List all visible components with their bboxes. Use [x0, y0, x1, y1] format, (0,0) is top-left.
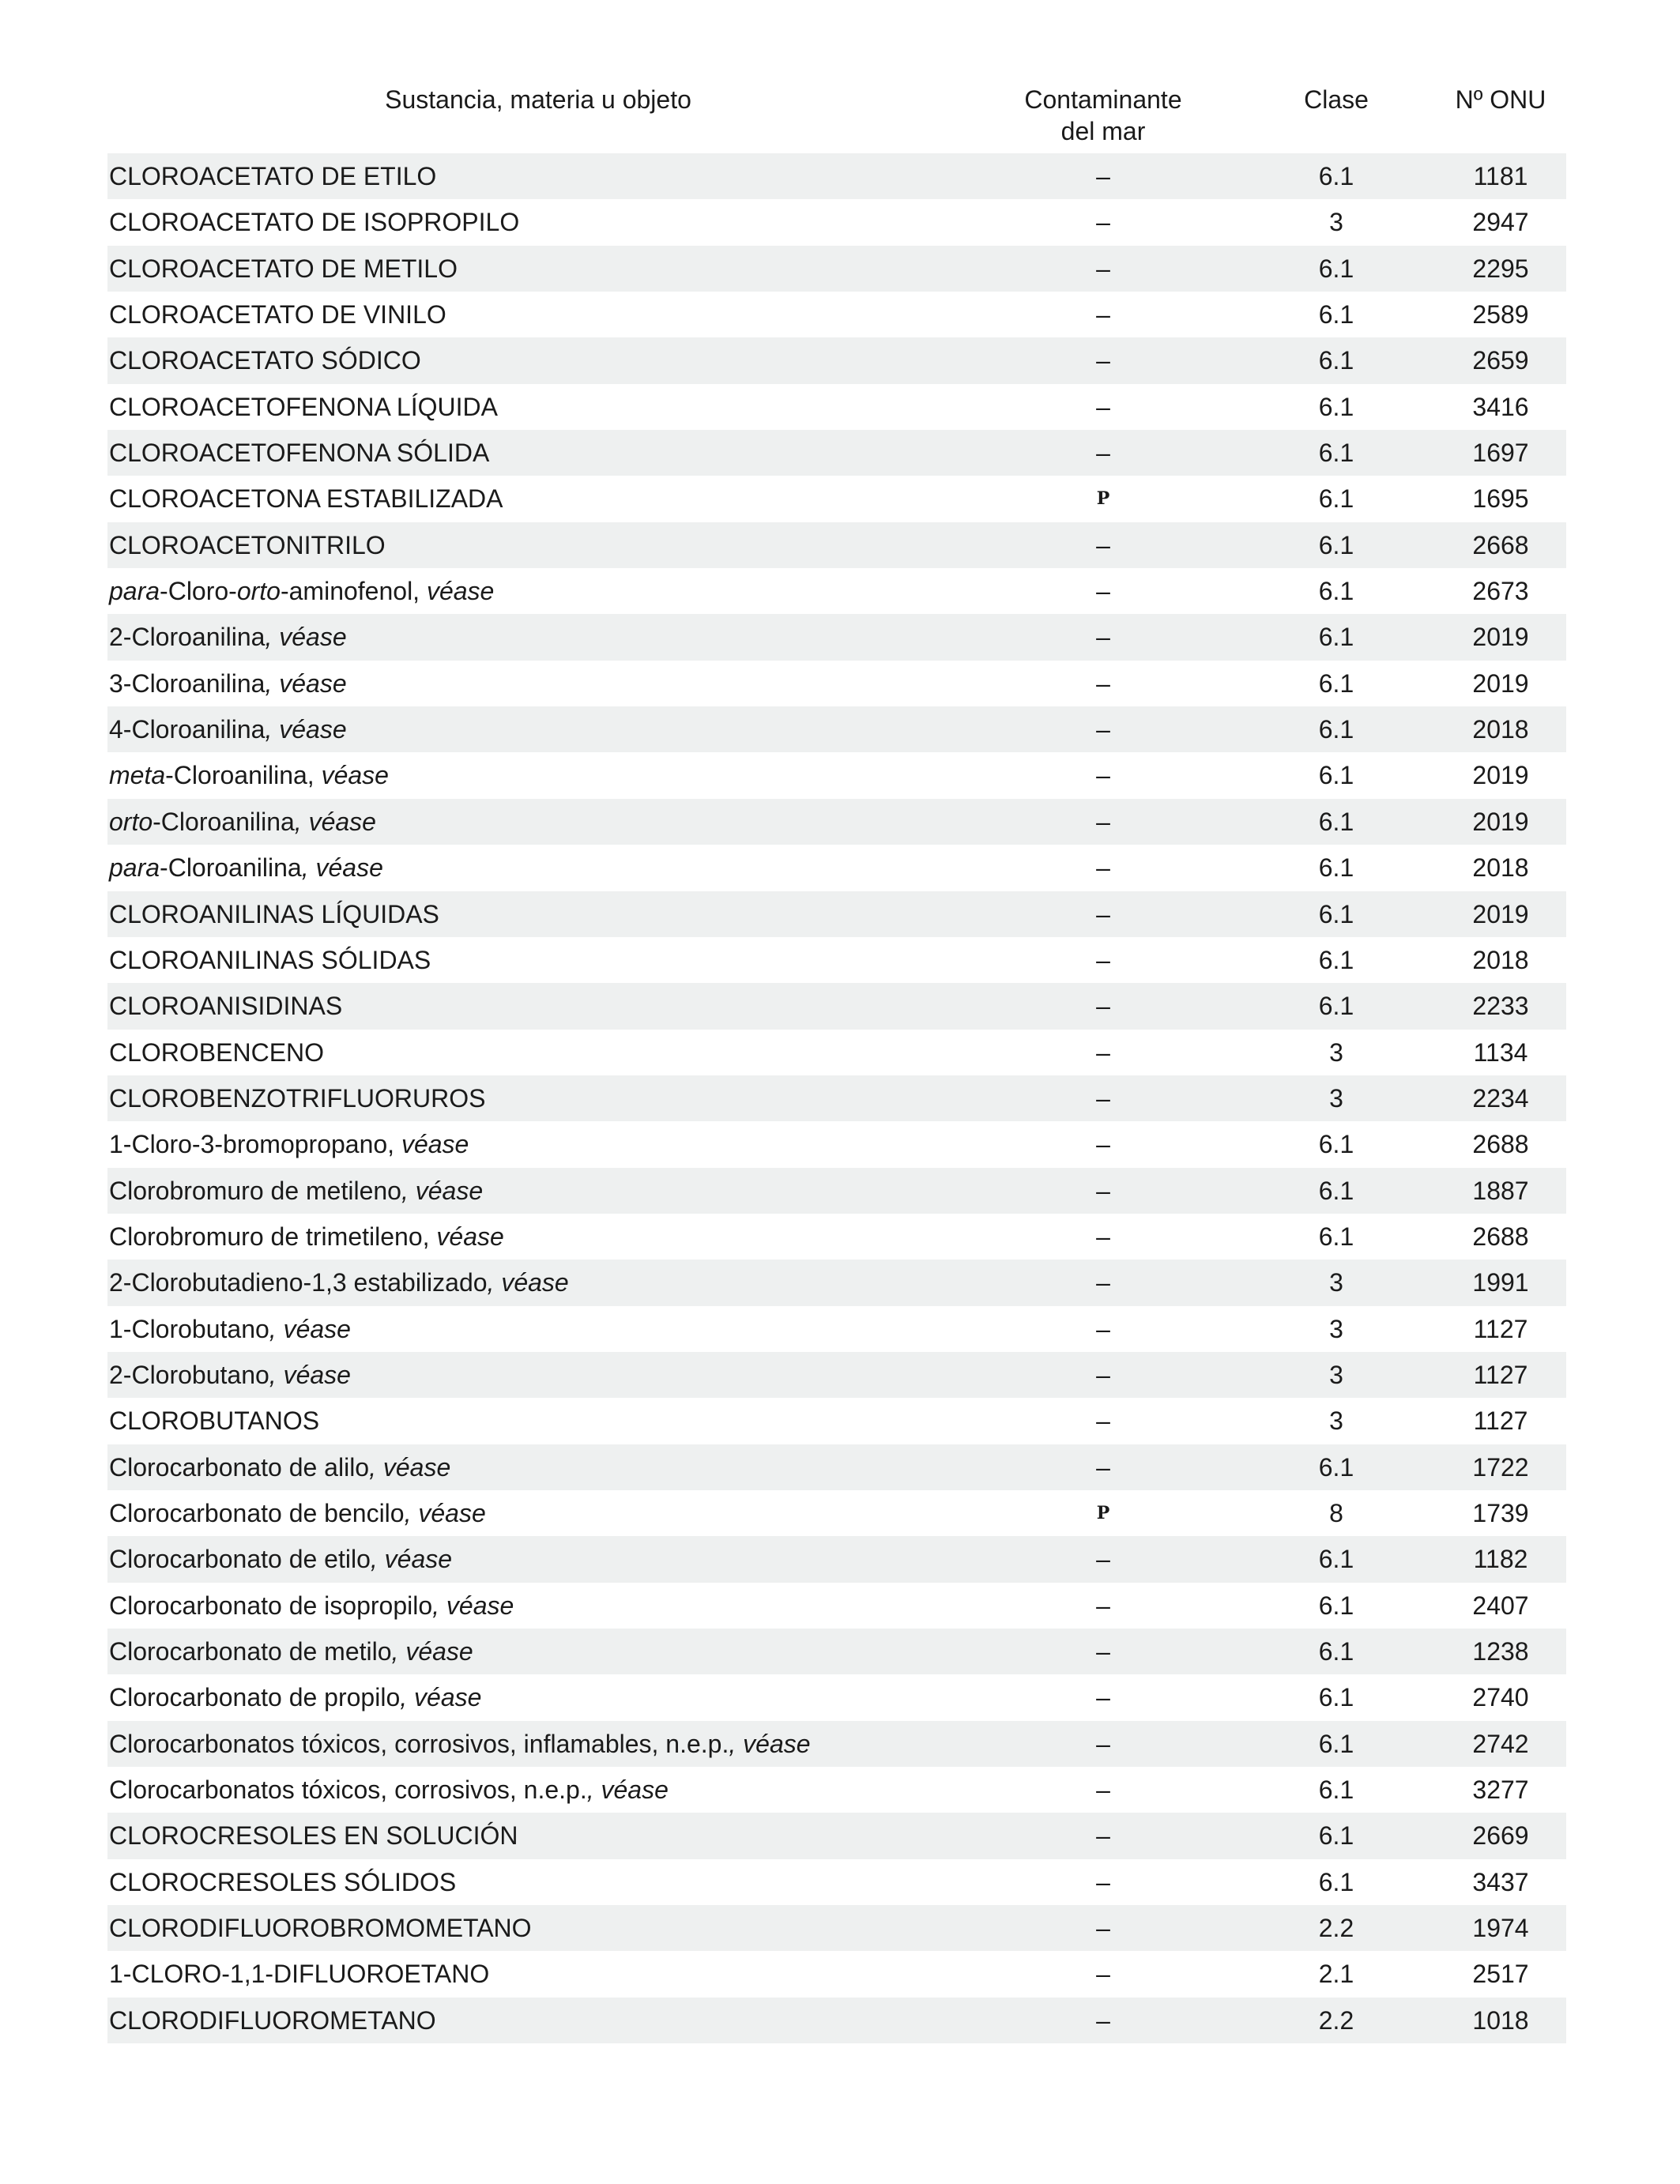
table-row — [107, 1674, 1566, 1720]
substance-text-part: -Cloroanilina — [160, 853, 302, 883]
cell-un-number: 2019 — [1472, 668, 1529, 698]
table-row — [107, 1398, 1566, 1444]
cell-substance — [109, 1490, 962, 1536]
substance-text-part: , véase — [269, 1314, 351, 1343]
substance-text-part: 2-Cloroanilina — [109, 623, 266, 652]
substance-text-part: CLORODIFLUOROMETANO — [109, 2005, 436, 2035]
cell-marine-pollutant: – — [1096, 853, 1110, 883]
table-row — [107, 337, 1566, 383]
substance-text-part: , véase — [269, 1360, 351, 1389]
cell-substance — [109, 983, 962, 1029]
substance-text-part: , véase — [400, 1683, 482, 1712]
substance-text-part: CLOROACETATO DE VINILO — [109, 300, 446, 329]
cell-class: 6.1 — [1318, 1637, 1354, 1666]
cell-substance — [109, 1951, 962, 1997]
cell-un-number: 1127 — [1473, 1314, 1528, 1343]
table-row — [107, 614, 1566, 660]
cell-substance — [109, 1121, 962, 1167]
cell-substance — [109, 1905, 962, 1951]
substance-text-part: CLOROACETOFENONA LÍQUIDA — [109, 392, 498, 421]
dangerous-goods-table — [107, 77, 1566, 2043]
substance-text-part: CLOROCRESOLES SÓLIDOS — [109, 1867, 457, 1896]
cell-un-number: 1887 — [1472, 1176, 1529, 1205]
cell-substance — [109, 1398, 962, 1444]
substance-text-part: , véase — [586, 1775, 669, 1805]
cell-marine-pollutant: – — [1096, 577, 1110, 606]
cell-substance — [109, 384, 962, 430]
table-row — [107, 845, 1566, 891]
cell-marine-pollutant: – — [1096, 346, 1110, 375]
cell-marine-pollutant: – — [1096, 1683, 1110, 1712]
cell-marine-pollutant: – — [1096, 1729, 1110, 1758]
cell-marine-pollutant: – — [1096, 715, 1110, 744]
cell-un-number: 2947 — [1472, 208, 1529, 237]
cell-class: 6.1 — [1318, 162, 1354, 190]
substance-text-part: , véase — [301, 853, 383, 883]
table-row — [107, 522, 1566, 568]
table-row — [107, 1583, 1566, 1629]
cell-substance — [109, 1168, 962, 1214]
table-row — [107, 1168, 1566, 1214]
cell-un-number: 2019 — [1472, 623, 1529, 652]
cell-un-number: 2688 — [1472, 1222, 1529, 1251]
header-substance: Sustancia, materia u objeto — [385, 85, 691, 114]
cell-un-number: 1134 — [1473, 1037, 1528, 1067]
table-row — [107, 1490, 1566, 1536]
cell-substance — [109, 891, 962, 937]
substance-text-part: CLOROACETONITRILO — [109, 530, 386, 559]
cell-class: 6.1 — [1318, 1867, 1354, 1896]
substance-text-part: CLOROACETATO DE METILO — [109, 254, 458, 283]
cell-substance — [109, 1767, 962, 1813]
cell-un-number: 2018 — [1472, 853, 1529, 883]
cell-substance — [109, 937, 962, 983]
table-row — [107, 153, 1566, 199]
cell-un-number: 2295 — [1472, 254, 1529, 283]
cell-marine-pollutant: – — [1096, 392, 1110, 421]
cell-class: 6.1 — [1318, 715, 1354, 744]
table-row — [107, 430, 1566, 476]
cell-un-number: 1697 — [1472, 439, 1529, 468]
cell-class: 3 — [1329, 1083, 1343, 1113]
cell-un-number: 1181 — [1473, 162, 1528, 190]
table-row — [107, 799, 1566, 845]
cell-class: 6.1 — [1318, 300, 1354, 329]
header-un-number: Nº ONU — [1455, 85, 1546, 114]
table-row — [107, 476, 1566, 522]
cell-un-number: 2517 — [1472, 1960, 1529, 1989]
substance-text-part: 1-CLORO-1,1-DIFLUOROETANO — [109, 1960, 490, 1989]
cell-marine-pollutant: – — [1096, 162, 1110, 190]
cell-substance — [109, 199, 962, 245]
substance-text-part: CLOROBUTANOS — [109, 1406, 320, 1436]
substance-text-part: Clorocarbonato de bencilo — [109, 1498, 405, 1527]
cell-class: 6.1 — [1318, 484, 1354, 514]
cell-substance — [109, 661, 962, 706]
cell-class: 6.1 — [1318, 1545, 1354, 1574]
cell-un-number: 1695 — [1472, 484, 1529, 514]
table-row — [107, 1444, 1566, 1490]
table-row — [107, 1030, 1566, 1075]
cell-marine-pollutant: – — [1096, 623, 1110, 652]
cell-un-number: 1127 — [1473, 1360, 1528, 1389]
substance-text-part: 3-Cloroanilina — [109, 668, 266, 698]
cell-un-number: 1127 — [1473, 1406, 1528, 1436]
cell-substance — [109, 799, 962, 845]
cell-substance — [109, 1629, 962, 1674]
cell-class: 6.1 — [1318, 807, 1354, 836]
cell-marine-pollutant: P — [1096, 488, 1110, 510]
cell-un-number: 2742 — [1472, 1729, 1529, 1758]
substance-text-part: CLOROANISIDINAS — [109, 992, 343, 1021]
substance-text-part: -Cloro- — [160, 577, 237, 606]
table-header — [107, 77, 1566, 153]
substance-text-part: 4-Cloroanilina — [109, 715, 266, 744]
cell-un-number: 2018 — [1472, 945, 1529, 974]
substance-text-part: Clorocarbonatos tóxicos, corrosivos, n.e.p. — [109, 1775, 587, 1805]
substance-text-part: CLOROACETONA ESTABILIZADA — [109, 484, 503, 514]
substance-text-part: CLOROACETATO DE ETILO — [109, 162, 437, 190]
cell-class: 6.1 — [1318, 668, 1354, 698]
substance-text-part: orto — [109, 807, 153, 836]
cell-marine-pollutant: – — [1096, 1083, 1110, 1113]
substance-text-part: CLOROCRESOLES EN SOLUCIÓN — [109, 1821, 518, 1851]
substance-text-part: , véase — [294, 807, 376, 836]
substance-text-part: Clorocarbonato de alilo — [109, 1452, 370, 1482]
cell-marine-pollutant: – — [1096, 1314, 1110, 1343]
cell-marine-pollutant: – — [1096, 1867, 1110, 1896]
substance-text-part: CLOROACETATO SÓDICO — [109, 346, 421, 375]
substance-text-part: , véase — [391, 1637, 473, 1666]
cell-substance — [109, 1260, 962, 1305]
cell-substance — [109, 614, 962, 660]
cell-class: 6.1 — [1318, 439, 1354, 468]
cell-marine-pollutant: – — [1096, 1960, 1110, 1989]
substance-text-part: CLOROACETATO DE ISOPROPILO — [109, 208, 520, 237]
cell-class: 6.1 — [1318, 1130, 1354, 1159]
cell-class: 2.2 — [1318, 1914, 1354, 1943]
table-body — [107, 153, 1566, 2043]
cell-marine-pollutant: – — [1096, 899, 1110, 928]
cell-class: 6.1 — [1318, 346, 1354, 375]
cell-un-number: 2018 — [1472, 715, 1529, 744]
table-row — [107, 1260, 1566, 1305]
substance-text-part: Clorobromuro de trimetileno, — [109, 1222, 437, 1251]
cell-class: 6.1 — [1318, 577, 1354, 606]
cell-marine-pollutant: – — [1096, 1591, 1110, 1620]
substance-text-part: CLOROBENZOTRIFLUORUROS — [109, 1083, 486, 1113]
substance-text-part: , véase — [370, 1545, 453, 1574]
cell-un-number: 1991 — [1472, 1268, 1529, 1297]
cell-substance — [109, 522, 962, 568]
cell-marine-pollutant: – — [1096, 439, 1110, 468]
cell-marine-pollutant: – — [1096, 2005, 1110, 2035]
cell-class: 3 — [1329, 1268, 1343, 1297]
cell-un-number: 1722 — [1472, 1452, 1529, 1482]
cell-marine-pollutant: – — [1096, 945, 1110, 974]
substance-text-part: CLORODIFLUOROBROMOMETANO — [109, 1914, 532, 1943]
cell-un-number: 2673 — [1472, 577, 1529, 606]
cell-marine-pollutant: – — [1096, 1637, 1110, 1666]
cell-class: 6.1 — [1318, 254, 1354, 283]
cell-class: 6.1 — [1318, 992, 1354, 1021]
cell-class: 2.1 — [1318, 1960, 1354, 1989]
cell-marine-pollutant: – — [1096, 530, 1110, 559]
cell-un-number: 3277 — [1472, 1775, 1529, 1805]
cell-marine-pollutant: – — [1096, 992, 1110, 1021]
substance-text-part: 1-Cloro-3-bromopropano, — [109, 1130, 401, 1159]
cell-class: 6.1 — [1318, 392, 1354, 421]
cell-class: 6.1 — [1318, 761, 1354, 790]
cell-marine-pollutant: – — [1096, 254, 1110, 283]
cell-un-number: 1739 — [1472, 1498, 1529, 1527]
cell-un-number: 2659 — [1472, 346, 1529, 375]
cell-un-number: 2019 — [1472, 761, 1529, 790]
substance-text-part: , véase — [487, 1268, 569, 1297]
substance-text-part: Clorocarbonato de metilo — [109, 1637, 392, 1666]
table-row — [107, 891, 1566, 937]
cell-un-number: 2669 — [1472, 1821, 1529, 1851]
cell-un-number: 1974 — [1472, 1914, 1529, 1943]
cell-marine-pollutant: – — [1096, 300, 1110, 329]
cell-marine-pollutant: – — [1096, 1775, 1110, 1805]
table-row — [107, 1951, 1566, 1997]
substance-text-part: véase — [321, 761, 389, 790]
cell-substance — [109, 1813, 962, 1858]
header-marine-pollutant — [969, 84, 1237, 147]
table-row — [107, 1721, 1566, 1767]
substance-text-part: 2-Clorobutano — [109, 1360, 269, 1389]
substance-text-part: CLOROACETOFENONA SÓLIDA — [109, 439, 490, 468]
cell-un-number: 2234 — [1472, 1083, 1529, 1113]
cell-marine-pollutant: – — [1096, 1545, 1110, 1574]
substance-text-part: , véase — [432, 1591, 514, 1620]
table-row — [107, 1536, 1566, 1582]
substance-text-part: CLOROANILINAS SÓLIDAS — [109, 945, 431, 974]
cell-marine-pollutant: – — [1096, 761, 1110, 790]
cell-substance — [109, 337, 962, 383]
cell-class: 3 — [1329, 1314, 1343, 1343]
cell-substance — [109, 1583, 962, 1629]
cell-substance — [109, 1721, 962, 1767]
cell-un-number: 2019 — [1472, 807, 1529, 836]
cell-marine-pollutant: – — [1096, 1360, 1110, 1389]
cell-substance — [109, 845, 962, 891]
cell-marine-pollutant: – — [1096, 1176, 1110, 1205]
substance-text-part: Clorocarbonatos tóxicos, corrosivos, inflamables, n.e.p. — [109, 1729, 729, 1758]
cell-class: 8 — [1329, 1498, 1343, 1527]
cell-substance — [109, 430, 962, 476]
substance-text-part: véase — [436, 1222, 504, 1251]
substance-text-part: para — [109, 853, 160, 883]
table-row — [107, 1859, 1566, 1905]
cell-substance — [109, 153, 962, 199]
table-row — [107, 1121, 1566, 1167]
cell-un-number: 1182 — [1473, 1545, 1528, 1574]
cell-substance — [109, 1444, 962, 1490]
cell-class: 3 — [1329, 1360, 1343, 1389]
cell-marine-pollutant: – — [1096, 1130, 1110, 1159]
substance-text-part: orto — [236, 577, 281, 606]
table-row — [107, 1767, 1566, 1813]
substance-text-part: -Cloroanilina — [153, 807, 295, 836]
table-row — [107, 384, 1566, 430]
cell-marine-pollutant: – — [1096, 208, 1110, 237]
cell-substance — [109, 1998, 962, 2043]
cell-substance — [109, 1859, 962, 1905]
cell-un-number: 1238 — [1472, 1637, 1529, 1666]
cell-marine-pollutant: – — [1096, 1821, 1110, 1851]
table-row — [107, 1998, 1566, 2043]
cell-un-number: 3416 — [1472, 392, 1529, 421]
substance-text-part: Clorocarbonato de propilo — [109, 1683, 401, 1712]
cell-substance — [109, 1306, 962, 1352]
substance-text-part: , véase — [729, 1729, 811, 1758]
table-row — [107, 1214, 1566, 1260]
cell-marine-pollutant: – — [1096, 1037, 1110, 1067]
substance-text-part: , véase — [404, 1498, 486, 1527]
substance-text-part: , véase — [369, 1452, 451, 1482]
table-row — [107, 661, 1566, 706]
cell-class: 6.1 — [1318, 530, 1354, 559]
cell-marine-pollutant: – — [1096, 1268, 1110, 1297]
cell-substance — [109, 568, 962, 614]
cell-class: 6.1 — [1318, 623, 1354, 652]
substance-text-part: 2-Clorobutadieno-1,3 estabilizado — [109, 1268, 488, 1297]
cell-un-number: 2233 — [1472, 992, 1529, 1021]
cell-substance — [109, 1536, 962, 1582]
cell-substance — [109, 1352, 962, 1398]
cell-marine-pollutant: P — [1096, 1502, 1110, 1523]
cell-substance — [109, 246, 962, 292]
cell-marine-pollutant: – — [1096, 1222, 1110, 1251]
cell-substance — [109, 1214, 962, 1260]
header-marine-line2: del mar — [1060, 117, 1146, 145]
cell-class: 6.1 — [1318, 853, 1354, 883]
substance-text-part: CLOROBENCENO — [109, 1037, 325, 1067]
table-row — [107, 983, 1566, 1029]
cell-substance — [109, 706, 962, 752]
cell-class: 3 — [1329, 1037, 1343, 1067]
substance-text-part: , véase — [265, 715, 347, 744]
cell-substance — [109, 1030, 962, 1075]
substance-text-part: -aminofenol, — [280, 577, 427, 606]
table-row — [107, 1905, 1566, 1951]
table-row — [107, 292, 1566, 337]
table-row — [107, 752, 1566, 798]
substance-text-part: 1-Clorobutano — [109, 1314, 269, 1343]
cell-marine-pollutant: – — [1096, 668, 1110, 698]
table-row — [107, 1352, 1566, 1398]
cell-class: 6.1 — [1318, 1591, 1354, 1620]
cell-class: 6.1 — [1318, 1821, 1354, 1851]
table-row — [107, 1075, 1566, 1121]
table-row — [107, 246, 1566, 292]
cell-class: 6.1 — [1318, 1775, 1354, 1805]
substance-text-part: para — [109, 577, 160, 606]
cell-marine-pollutant: – — [1096, 1914, 1110, 1943]
cell-substance — [109, 752, 962, 798]
substance-text-part: meta — [109, 761, 166, 790]
cell-class: 6.1 — [1318, 1176, 1354, 1205]
cell-class: 3 — [1329, 208, 1343, 237]
table-row — [107, 937, 1566, 983]
cell-class: 2.2 — [1318, 2005, 1354, 2035]
cell-class: 3 — [1329, 1406, 1343, 1436]
cell-un-number: 2668 — [1472, 530, 1529, 559]
cell-un-number: 2589 — [1472, 300, 1529, 329]
substance-text-part: Clorobromuro de metileno — [109, 1176, 401, 1205]
substance-text-part: CLOROANILINAS LÍQUIDAS — [109, 899, 439, 928]
cell-un-number: 2407 — [1472, 1591, 1529, 1620]
substance-text-part: véase — [401, 1130, 469, 1159]
cell-class: 6.1 — [1318, 1729, 1354, 1758]
cell-class: 6.1 — [1318, 1222, 1354, 1251]
table-row — [107, 199, 1566, 245]
cell-marine-pollutant: – — [1096, 1406, 1110, 1436]
substance-text-part: , véase — [401, 1176, 484, 1205]
header-marine-line1: Contaminante — [1024, 85, 1182, 114]
substance-text-part: véase — [426, 577, 495, 606]
substance-text-part: Clorocarbonato de isopropilo — [109, 1591, 433, 1620]
substance-text-part: , véase — [265, 668, 347, 698]
cell-marine-pollutant: – — [1096, 1452, 1110, 1482]
table-row — [107, 706, 1566, 752]
table-row — [107, 568, 1566, 614]
cell-un-number: 2019 — [1472, 899, 1529, 928]
header-class: Clase — [1304, 85, 1369, 114]
cell-class: 6.1 — [1318, 945, 1354, 974]
table-row — [107, 1629, 1566, 1674]
cell-substance — [109, 476, 962, 522]
substance-text-part: , véase — [265, 623, 347, 652]
cell-marine-pollutant: – — [1096, 807, 1110, 836]
cell-substance — [109, 292, 962, 337]
cell-un-number: 3437 — [1472, 1867, 1529, 1896]
table-row — [107, 1306, 1566, 1352]
cell-class: 6.1 — [1318, 899, 1354, 928]
cell-substance — [109, 1674, 962, 1720]
table-row — [107, 1813, 1566, 1858]
cell-class: 6.1 — [1318, 1683, 1354, 1712]
cell-substance — [109, 1075, 962, 1121]
substance-text-part: -Cloroanilina, — [165, 761, 322, 790]
cell-un-number: 1018 — [1472, 2005, 1529, 2035]
cell-un-number: 2688 — [1472, 1130, 1529, 1159]
substance-text-part: Clorocarbonato de etilo — [109, 1545, 371, 1574]
cell-class: 6.1 — [1318, 1452, 1354, 1482]
cell-un-number: 2740 — [1472, 1683, 1529, 1712]
